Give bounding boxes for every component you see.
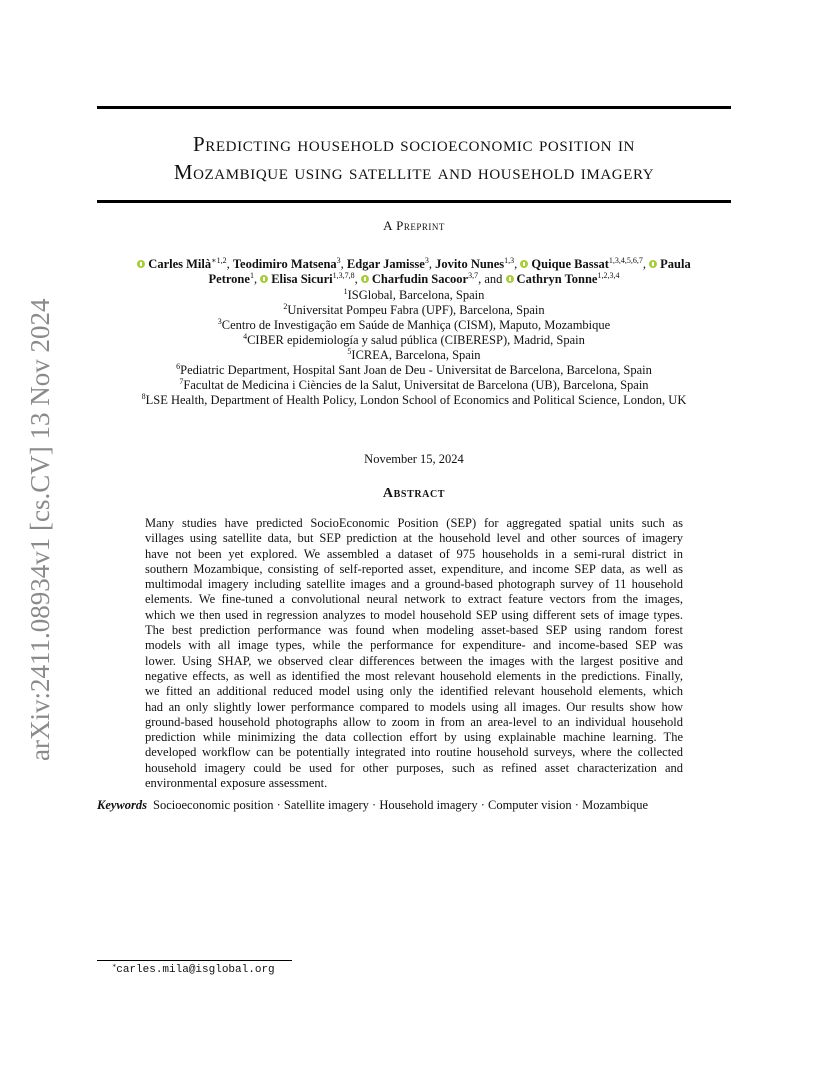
author-affil-sup: 1,3 <box>504 255 515 265</box>
author-item: Charfudin Sacoor$^{3,7}$, and <box>361 272 506 286</box>
author-affil-sup: 1,3,4,5,6,7 <box>608 255 643 265</box>
author-name: Elisa Sicuri <box>271 272 333 286</box>
affiliation-item: $^2$Universitat Pompeu Fabra (UPF), Barcelona, Spain <box>283 301 545 317</box>
publication-date: November 15, 2024 <box>364 452 464 466</box>
preprint-label: A Preprint <box>383 218 445 233</box>
abstract-line: prediction while minimizing the data collection effort by using explainable machine learning. The <box>145 730 683 745</box>
orcid-icon[interactable] <box>506 275 514 283</box>
affiliation-list <box>97 288 731 408</box>
author-item: Quique Bassat$^{1,3,4,5,6,7}$, <box>520 257 649 271</box>
author-affil-sup: 3 <box>424 255 429 265</box>
orcid-icon[interactable] <box>361 275 369 283</box>
author-name: Quique Bassat <box>531 257 609 271</box>
title-line-2: Mozambique using satellite and household imagery <box>173 160 655 184</box>
footnote <box>112 964 275 976</box>
abstract-line: we fitted an additional reduced model using only the identified relevant household elements, which <box>145 684 683 699</box>
orcid-icon[interactable] <box>649 260 657 268</box>
abstract-line: southern Mozambique, consisting of self-reported asset, expenditure, and income SEP data, as well as <box>145 561 683 576</box>
author-line-1 <box>97 257 731 272</box>
abstract-line: developed workflow can be potentially integrated into routine household surveys, where the collected <box>145 745 683 760</box>
author-item: Petrone$^1$, <box>208 270 261 286</box>
abstract-line: negative effects, as well as identified the most relevant household elements in the predictions. Finally, <box>145 668 683 683</box>
author-name: Paula <box>660 257 691 271</box>
author-item: Elisa Sicuri$^{1,3,7,8}$, <box>260 272 361 286</box>
author-name: Edgar Jamisse <box>346 257 425 271</box>
author-affil-sup: 1,2,3,4 <box>597 270 620 280</box>
affiliation-item: $^4$CIBER epidemiología y salud pública (CIBERESP), Madrid, Spain <box>243 331 585 347</box>
abstract-body <box>145 516 683 791</box>
affiliation-item: $^3$Centro de Investigação em Saúde de Manhiça (CISM), Maputo, Mozambique <box>217 316 611 332</box>
abstract-line: had an only slightly lower performance compared to models using all images. Our results show how <box>145 699 683 714</box>
abstract-line: ground-based household photographs allow to zoom in from an area-level to an individual household <box>145 714 683 729</box>
corresponding-email[interactable]: carles.mila@isglobal.org <box>116 964 275 976</box>
keywords <box>97 798 731 813</box>
author-name: Teodimiro Matsena <box>232 257 337 271</box>
orcid-icon[interactable] <box>137 260 145 268</box>
arxiv-side-stamp <box>18 283 58 761</box>
author-affil-sup: 1,3,7,8 <box>332 270 355 280</box>
footnote-mark: ∗ <box>112 962 117 971</box>
arxiv-stamp-text: arXiv:2411.08934v1 [cs.CV] 13 Nov 2024 <box>25 298 55 761</box>
orcid-icon[interactable] <box>260 275 268 283</box>
abstract-line: elements. We fine-tuned a convolutional neural network to extract feature vectors from the images, <box>145 592 683 607</box>
abstract-line: household imagery could be used for other purposes, such as refined asset characterization and <box>145 760 683 775</box>
footnote-rule <box>97 960 292 961</box>
abstract-line: multimodal imagery including satellite images and a ground-based photograph survey of 11 household <box>145 577 683 592</box>
abstract-line: have not been yet explored. We assembled a dataset of 975 households in a semi-rural district in <box>145 546 683 561</box>
author-name: Cathryn Tonne <box>516 272 598 286</box>
abstract-line: The best prediction performance was found when modeling asset-based SEP using random forest <box>145 623 683 638</box>
abstract-line: models with all image types, while the performance for expenditure- and income-based SEP was <box>145 638 683 653</box>
title-rule-top <box>97 106 731 109</box>
paper-title <box>97 130 731 186</box>
affiliation-item: $^6$Pediatric Department, Hospital Sant Joan de Deu - Universitat de Barcelona, Barcelona, Spain <box>176 361 652 377</box>
affiliation-item: $^1$ISGlobal, Barcelona, Spain <box>343 286 485 302</box>
affiliation-item: $^5$ICREA, Barcelona, Spain <box>347 346 481 362</box>
title-rule-bottom <box>97 200 731 203</box>
orcid-icon[interactable] <box>520 260 528 268</box>
author-item: Edgar Jamisse$^3$, <box>346 255 436 271</box>
keywords-label: Keywords <box>97 798 147 812</box>
author-name: Jovito Nunes <box>435 257 505 271</box>
abstract-line: environmental exposure assessment. <box>145 776 328 791</box>
abstract-line: lower. Using SHAP, we observed clear differences between the images with the largest positive and <box>145 653 683 668</box>
author-affil-sup: ∗1,2 <box>211 255 227 265</box>
author-item: Jovito Nunes$^{1,3}$, <box>435 255 521 271</box>
author-item <box>649 257 691 271</box>
keywords-list: Socioeconomic position · Satellite imagery · Household imagery · Computer vision · Mozambique <box>153 798 649 812</box>
abstract-line: which we then used in regression analyzes to model household SEP using different sets of image types. <box>145 607 683 622</box>
author-affil-sup: 3 <box>336 255 341 265</box>
author-name: Petrone <box>208 272 250 286</box>
author-item: Teodimiro Matsena$^3$, <box>232 255 347 271</box>
author-line-2 <box>97 272 731 287</box>
author-item: Carles Milà$^{∗1,2}$, <box>137 257 233 271</box>
author-affil-sup: 1 <box>249 270 254 280</box>
abstract-line: Many studies have predicted SocioEconomic Position (SEP) for aggregated spatial units such as <box>145 516 683 530</box>
author-list <box>97 257 731 287</box>
affiliation-item: $^8$LSE Health, Department of Health Policy, London School of Economics and Political Science, London, UK <box>141 391 687 407</box>
author-name: Charfudin Sacoor <box>371 272 469 286</box>
author-item <box>506 272 620 286</box>
author-affil-sup: 3,7 <box>468 270 479 280</box>
abstract-line: villages using satellite data, but SEP prediction at the household level and other sources of imagery <box>145 531 683 546</box>
affiliation-item: $^7$Facultat de Medicina i Ciències de la Salut, Universitat de Barcelona (UB), Barcelona, Spain <box>179 376 649 392</box>
abstract-heading: Abstract <box>382 486 446 501</box>
title-line-1: Predicting household socioeconomic position in <box>193 132 635 156</box>
author-name: Carles Milà <box>148 257 212 271</box>
